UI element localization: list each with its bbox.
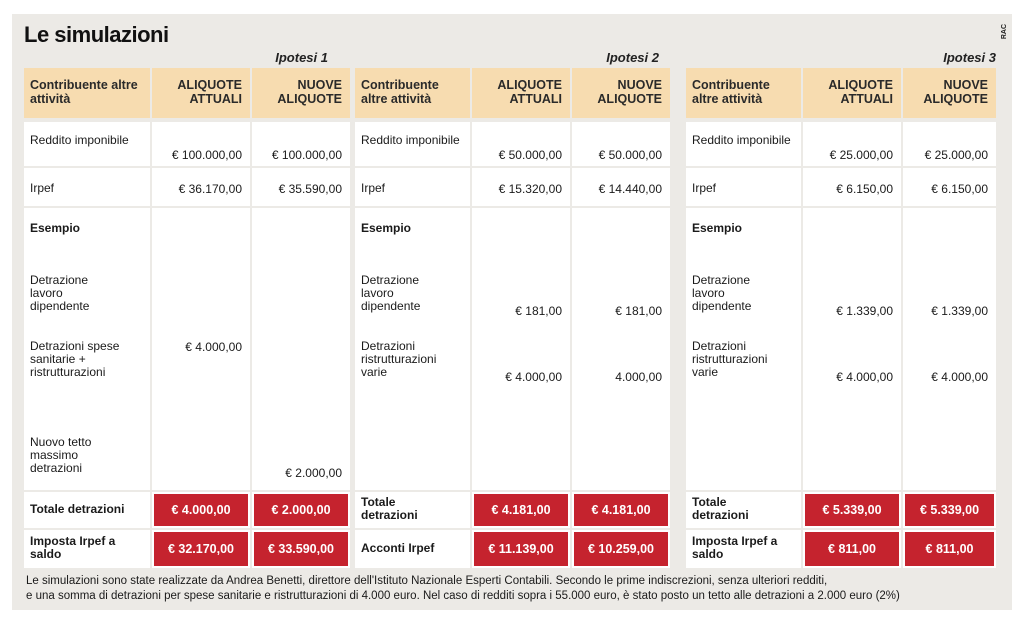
hypothesis-title: Ipotesi 1 xyxy=(275,50,328,65)
deduction-label-2: Detrazioni ristrutturazioni varie xyxy=(361,339,437,379)
value-reddito-current: € 25.000,00 xyxy=(803,122,901,166)
value-totale-current: € 5.339,00 xyxy=(803,492,901,528)
row-label-irpef: Irpef xyxy=(686,168,801,206)
hypothesis-title: Ipotesi 2 xyxy=(606,50,659,65)
example-current-column xyxy=(152,208,250,490)
row-label-finale: Acconti Irpef xyxy=(355,530,470,568)
panel-ipotesi-3 xyxy=(686,50,996,590)
value-reddito-new: € 50.000,00 xyxy=(572,122,670,166)
row-label-finale: Imposta Irpef a saldo xyxy=(686,530,801,568)
value-totale-current: € 4.000,00 xyxy=(152,492,250,528)
value-totale-new: € 4.181,00 xyxy=(572,492,670,528)
example-label-column xyxy=(686,208,801,490)
column-header-label: Contribuente altre attività xyxy=(355,68,470,118)
value-finale-new: € 10.259,00 xyxy=(572,530,670,568)
deduction-value-2-current: € 4.000,00 xyxy=(505,370,562,384)
deduction-value-2-current: € 4.000,00 xyxy=(836,370,893,384)
column-header-current: ALIQUOTE ATTUALI xyxy=(472,68,570,118)
column-header-new: NUOVE ALIQUOTE xyxy=(903,68,996,118)
value-totale-new: € 2.000,00 xyxy=(252,492,350,528)
row-label-totale-filler xyxy=(445,492,470,528)
hypothesis-title: Ipotesi 3 xyxy=(943,50,996,65)
panel-ipotesi-2 xyxy=(355,50,665,590)
deduction-label-3: Nuovo tetto massimo detrazioni xyxy=(30,435,92,475)
value-finale-current: € 11.139,00 xyxy=(472,530,570,568)
column-header-label: Contribuente altre attività xyxy=(686,68,801,118)
deduction-value-2-new: € 4.000,00 xyxy=(931,370,988,384)
example-heading: Esempio xyxy=(361,221,412,235)
row-label-finale: Imposta Irpef a saldo xyxy=(24,530,150,568)
value-irpef-new: € 6.150,00 xyxy=(903,168,996,206)
deduction-label-1: Detrazione lavoro dipendente xyxy=(361,273,421,313)
value-irpef-new: € 35.590,00 xyxy=(252,168,350,206)
column-header-current: ALIQUOTE ATTUALI xyxy=(152,68,250,118)
example-new-column xyxy=(903,208,996,490)
value-irpef-current: € 36.170,00 xyxy=(152,168,250,206)
credit-mark: RAC xyxy=(1001,24,1008,40)
example-label-column xyxy=(24,208,150,490)
footnote-line-1: Le simulazioni sono state realizzate da Andrea Benetti, direttore dell'Istituto Nazionale Esperti Contabili. Secondo le prime indiscrezioni, senza ulteriori redditi, xyxy=(26,575,828,587)
row-label-irpef: Irpef xyxy=(24,168,150,206)
example-new-column xyxy=(252,208,350,490)
deduction-label-2: Detrazioni ristrutturazioni varie xyxy=(692,339,768,379)
row-label-totale: Totale detrazioni xyxy=(686,492,801,528)
value-totale-new: € 5.339,00 xyxy=(903,492,996,528)
row-label-reddito: Reddito imponibile xyxy=(24,122,150,166)
deduction-value-1-current: € 1.339,00 xyxy=(836,304,893,318)
row-label-totale: Totale detrazioni xyxy=(24,492,150,528)
column-header-label: Contribuente altre attività xyxy=(24,68,150,118)
value-reddito-new: € 100.000,00 xyxy=(252,122,350,166)
deduction-label-1: Detrazione lavoro dipendente xyxy=(692,273,752,313)
deduction-value-1-new: € 181,00 xyxy=(615,304,662,318)
column-header-current: ALIQUOTE ATTUALI xyxy=(803,68,901,118)
value-finale-current: € 32.170,00 xyxy=(152,530,250,568)
deduction-value-2-new: 4.000,00 xyxy=(615,370,662,384)
page-title: Le simulazioni xyxy=(24,22,169,47)
value-finale-new: € 811,00 xyxy=(903,530,996,568)
footnote xyxy=(26,574,1006,604)
deduction-label-2: Detrazioni spese sanitarie + ristrutturazioni xyxy=(30,339,120,379)
footnote-line-2: e una somma di detrazioni per spese sanitarie e ristrutturazioni di 4.000 euro. Nel caso di redditi sopra i 55.000 euro, è stato posto un tetto alle detrazioni a 2.000 euro (2%) xyxy=(26,590,900,602)
deduction-value-2-current: € 4.000,00 xyxy=(185,340,242,354)
row-label-reddito: Reddito imponibile xyxy=(686,122,801,166)
value-finale-new: € 33.590,00 xyxy=(252,530,350,568)
deduction-value-1-current: € 181,00 xyxy=(515,304,562,318)
example-heading: Esempio xyxy=(30,221,81,235)
deduction-value-3-new: € 2.000,00 xyxy=(285,466,342,480)
row-label-totale: Totale detrazioni xyxy=(355,492,445,528)
panel-ipotesi-1 xyxy=(24,50,342,590)
example-heading: Esempio xyxy=(692,221,743,235)
value-irpef-current: € 15.320,00 xyxy=(472,168,570,206)
value-reddito-new: € 25.000,00 xyxy=(903,122,996,166)
value-totale-current: € 4.181,00 xyxy=(472,492,570,528)
value-reddito-current: € 100.000,00 xyxy=(152,122,250,166)
example-current-column xyxy=(803,208,901,490)
column-header-new: NUOVE ALIQUOTE xyxy=(252,68,350,118)
deduction-label-1: Detrazione lavoro dipendente xyxy=(30,273,90,313)
column-header-new: NUOVE ALIQUOTE xyxy=(572,68,670,118)
deduction-value-1-new: € 1.339,00 xyxy=(931,304,988,318)
value-irpef-new: € 14.440,00 xyxy=(572,168,670,206)
row-label-irpef: Irpef xyxy=(355,168,470,206)
value-irpef-current: € 6.150,00 xyxy=(803,168,901,206)
row-label-reddito: Reddito imponibile xyxy=(355,122,470,166)
infographic xyxy=(12,14,1012,610)
value-finale-current: € 811,00 xyxy=(803,530,901,568)
example-label-column xyxy=(355,208,470,490)
example-new-column xyxy=(572,208,670,490)
value-reddito-current: € 50.000,00 xyxy=(472,122,570,166)
example-current-column xyxy=(472,208,570,490)
